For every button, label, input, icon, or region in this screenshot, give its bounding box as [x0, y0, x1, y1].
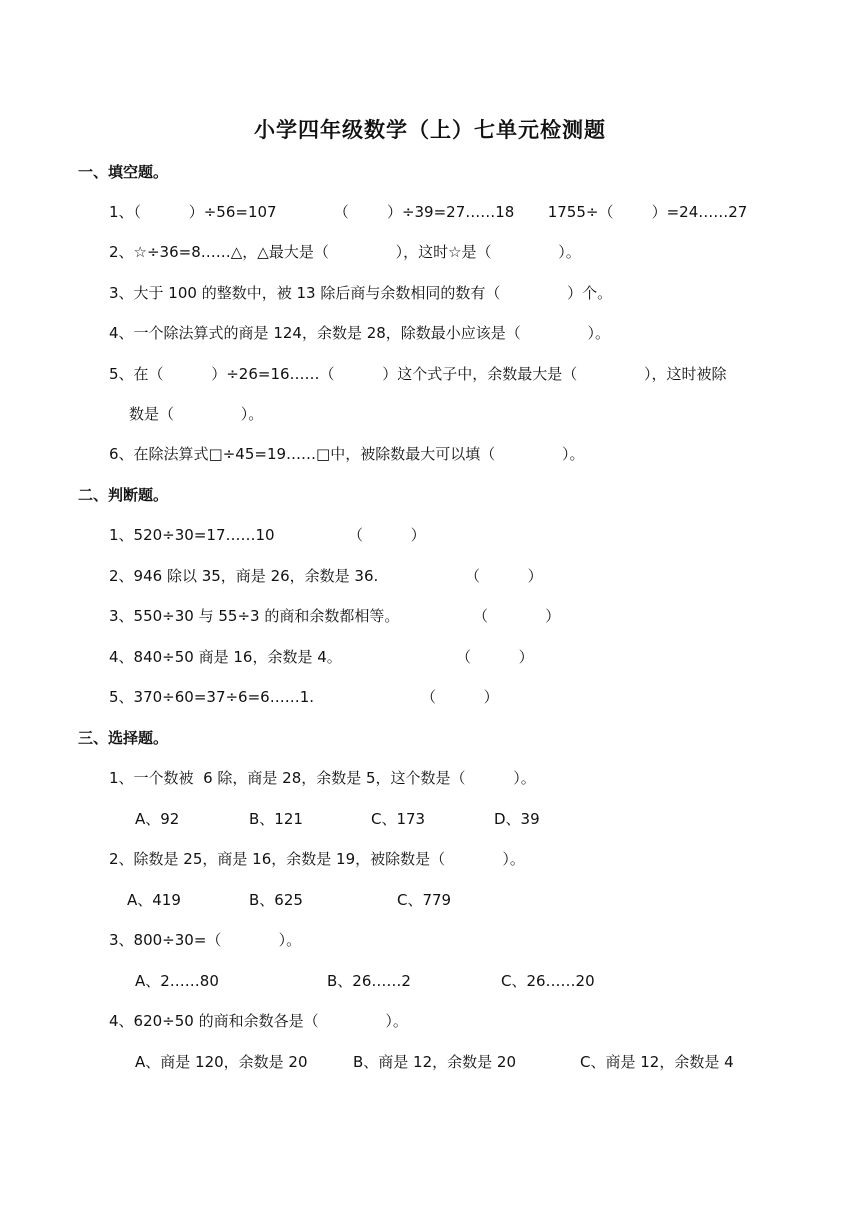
section-heading-fill: 一、填空题。 — [78, 163, 169, 181]
page-title: 小学四年级数学（上）七单元检测题 — [254, 118, 606, 142]
choice-question-4: 4、620÷50 的商和余数各是（ ）。 — [109, 1012, 408, 1030]
judge-question-2: 2、946 除以 35，商是 26，余数是 36. — [109, 567, 379, 585]
choice-4-option-b: B、商是 12，余数是 20 — [353, 1053, 517, 1071]
section-heading-judge: 二、判断题。 — [78, 486, 169, 504]
choice-1-option-a: A、92 — [135, 810, 180, 828]
fill-question-1: 1、（ ）÷56=107 （ ）÷39=27……18 1755÷（ ）=24……27 — [109, 203, 748, 221]
judge-question-4: 4、840÷50 商是 16，余数是 4。 — [109, 648, 342, 666]
judge-answer-paren-4: （ ） — [456, 648, 534, 666]
judge-question-1: 1、520÷30=17……10 — [109, 526, 275, 544]
section-heading-choice: 三、选择题。 — [78, 729, 169, 747]
judge-question-5: 5、370÷60=37÷6=6……1. — [109, 688, 315, 706]
choice-question-3: 3、800÷30=（ ）。 — [109, 931, 302, 949]
choice-2-option-b: B、625 — [249, 891, 303, 909]
choice-2-option-a: A、419 — [127, 891, 181, 909]
fill-question-4: 4、一个除法算式的商是 124，余数是 28，除数最小应该是（ ）。 — [109, 324, 611, 342]
judge-question-3: 3、550÷30 与 55÷3 的商和余数都相等。 — [109, 607, 400, 625]
choice-2-option-c: C、779 — [397, 891, 452, 909]
judge-answer-paren-2: （ ） — [465, 567, 543, 585]
fill-question-2: 2、☆÷36=8……△，△最大是（ ），这时☆是（ ）。 — [109, 243, 581, 261]
choice-1-option-b: B、121 — [249, 810, 303, 828]
choice-4-option-c: C、商是 12，余数是 4 — [580, 1053, 734, 1071]
choice-3-option-a: A、2……80 — [135, 972, 219, 990]
choice-question-2: 2、除数是 25，商是 16，余数是 19，被除数是（ ）。 — [109, 850, 525, 868]
choice-3-option-b: B、26……2 — [327, 972, 411, 990]
choice-1-option-d: D、39 — [494, 810, 540, 828]
choice-1-option-c: C、173 — [371, 810, 426, 828]
fill-question-5: 5、在（ ）÷26=16……（ ）这个式子中，余数最大是（ ），这时被除 — [109, 365, 727, 383]
judge-answer-paren-1: （ ） — [348, 526, 426, 544]
fill-question-5-continued: 数是（ ）。 — [129, 405, 264, 423]
judge-answer-paren-5: （ ） — [421, 688, 499, 706]
fill-question-3: 3、大于 100 的整数中，被 13 除后商与余数相同的数有（ ）个。 — [109, 284, 613, 302]
fill-question-6: 6、在除法算式□÷45=19……□中，被除数最大可以填（ ）。 — [109, 445, 585, 463]
choice-question-1: 1、一个数被 6 除，商是 28，余数是 5，这个数是（ ）。 — [109, 769, 536, 787]
judge-answer-paren-3: （ ） — [473, 607, 561, 625]
choice-4-option-a: A、商是 120，余数是 20 — [135, 1053, 308, 1071]
choice-3-option-c: C、26……20 — [501, 972, 595, 990]
